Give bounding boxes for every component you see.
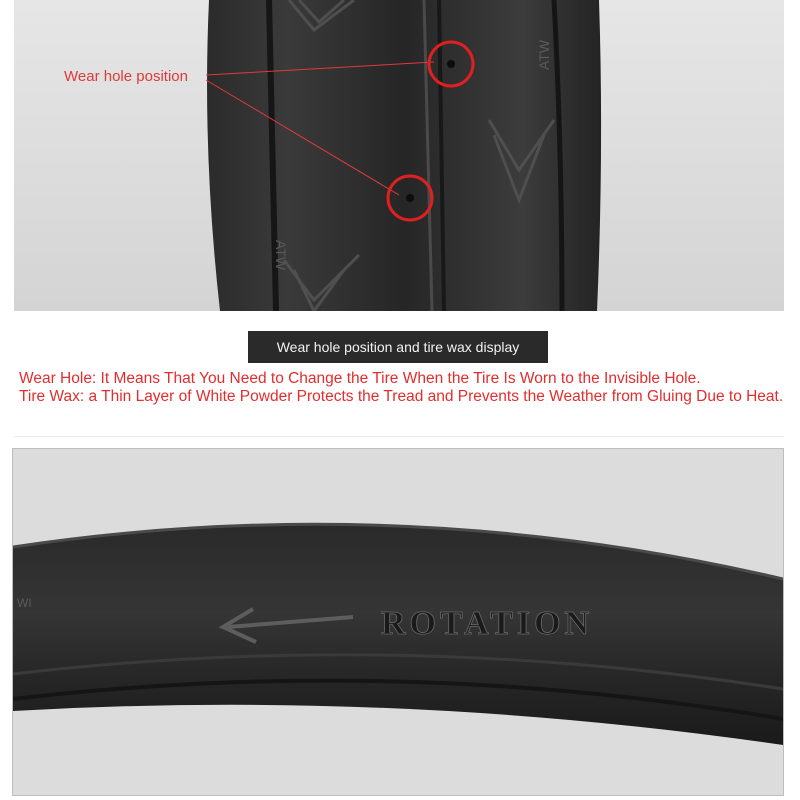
description [19,370,789,406]
sidewall-text: WI [17,596,32,610]
tire-closeup-illustration [14,0,784,311]
tire-wear-hole-photo [14,0,784,311]
tire-rotation-photo [12,448,784,796]
wear-hole-description: Wear Hole: It Means That You Need to Change the Tire When the Tire Is Worn to the Invisible Hole. [19,370,701,387]
rotation-text: ROTATION [381,605,594,642]
caption-bar [248,331,548,363]
tire-wax-description: Tire Wax: a Thin Layer of White Powder Protects the Tread and Prevents the Weather from Gluing Due to Heat. [19,388,784,405]
sidewall-text: ATW [536,39,552,70]
wear-hole-label: Wear hole position [64,68,188,85]
caption-text: Wear hole position and tire wax display [276,339,520,355]
sidewall-text: ATW [273,240,289,271]
divider [14,436,784,437]
tire-rotation-illustration [13,449,783,795]
